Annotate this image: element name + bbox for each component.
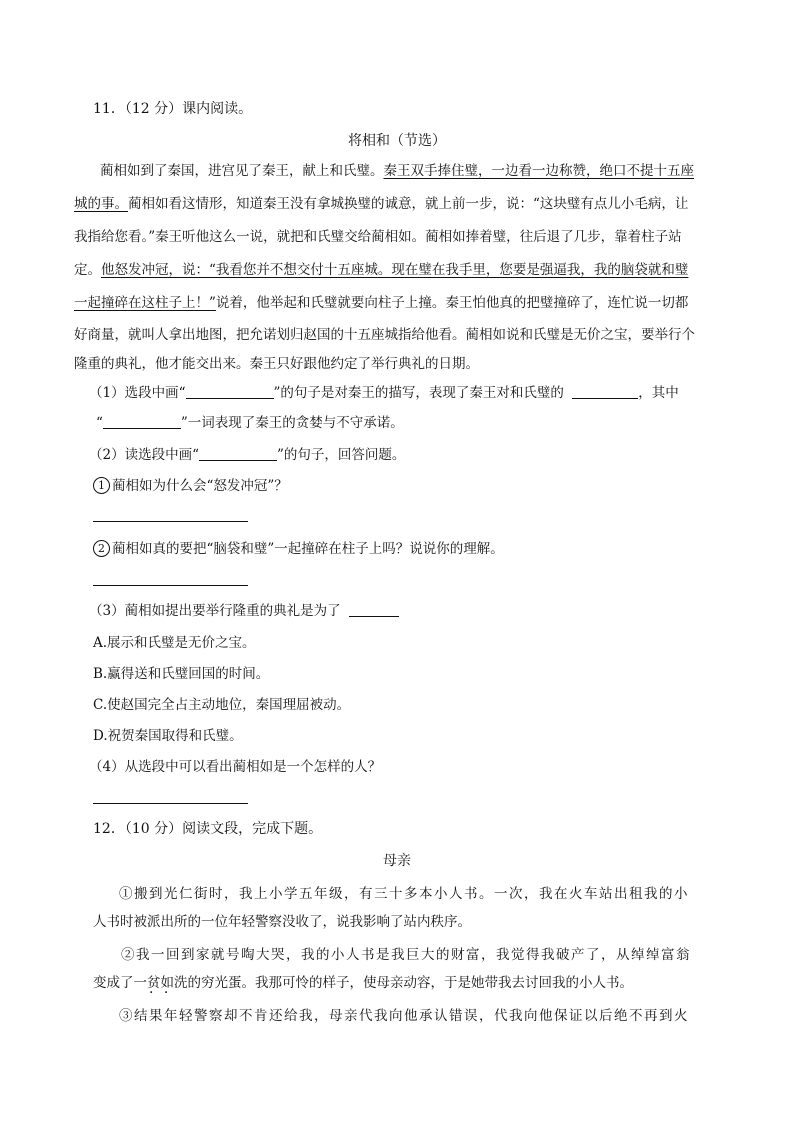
sub4-stem: （4）从选段中可以看出蔺相如是一个怎样的人？: [89, 759, 382, 775]
question-text: 蔺相如真的要把“脑袋和璧”一起撞碎在柱子上吗？说说你的理解。: [112, 541, 504, 557]
q12-para3-line1: ③结果年轻警察却不肯还给我，母亲代我向他承认错误，代我向他保证以后绝不再到火: [119, 1008, 689, 1024]
sub2-text: ”的句子，回答问题。: [277, 447, 406, 463]
sub1-line-1: [89, 383, 720, 403]
question-text: 蔺相如为什么会“怒发冲冠”？: [112, 478, 288, 494]
option-c: C.使赵国完全占主动地位，秦国理屈被动。: [93, 697, 351, 713]
passage-text: 蔺相如到了秦国，进宫见了秦王，献上和氏璧。: [100, 163, 384, 179]
emphasis-dotted-text: 贫如 · ·: [147, 973, 174, 993]
sub1-line-2: [96, 413, 404, 433]
answer-blank[interactable]: [572, 384, 638, 399]
sub3-text: （3）蔺相如提出要举行隆重的典礼是为了: [89, 603, 341, 619]
sub2-question-2: [93, 539, 504, 559]
circled-number: 1: [93, 477, 110, 494]
underline-sample: [186, 384, 274, 399]
passage-text: 说着，他举起和氏璧就要向柱子上撞。秦王怕他真的把璧撞碎了，连忙说一切都: [215, 295, 689, 311]
sub1-text: ”一词表现了秦王的贪婪与不守承诺。: [180, 415, 404, 431]
sub1-text: （1）选段中画“: [89, 385, 186, 401]
passage-line-5: [74, 293, 720, 313]
q11-header: 11．（12 分）课内阅读。: [93, 101, 253, 117]
passage-line-2: [74, 194, 720, 214]
sub2-question-1: [93, 476, 288, 496]
para-text: 洗的穷光蛋。我那可怜的样子，使母亲动容，于是她带我去讨回我的小人书。: [174, 975, 633, 991]
q12-para1-line1: ①搬到光仁街时，我上小学五年级，有三十多本小人书。一次，我在火车站出租我的小: [119, 886, 689, 902]
underline-sample: [199, 446, 277, 461]
passage-line-3: 我指给您看。”秦王听他这么一说，就把和氏璧交给蔺相如。蔺相如捧着璧，往后退了几步，靠着柱子站: [74, 229, 682, 245]
q12-para2-line2: [93, 973, 633, 993]
option-b: B.赢得送和氏璧回国的时间。: [93, 666, 270, 682]
underlined-sentence: 秦王双手捧住璧，一边看一边称赞，绝口不提十五座: [383, 163, 694, 179]
passage-line-7: 隆重的典礼，他才能交出来。秦王只好跟他约定了举行典礼的日期。: [74, 356, 479, 372]
q11-title: 将相和（节选）: [348, 133, 446, 149]
answer-line[interactable]: [93, 803, 248, 804]
answer-blank[interactable]: [349, 602, 399, 617]
sub1-text: ”的句子是对秦王的描写，表现了秦王对和氏璧的: [273, 385, 564, 401]
sub1-text: “: [96, 415, 103, 431]
sub2-stem: [89, 445, 405, 465]
option-a: A.展示和氏璧是无价之宝。: [93, 635, 256, 651]
q12-header: 12．（10 分）阅读文段，完成下题。: [93, 821, 323, 837]
sub3-stem: [89, 601, 399, 621]
para-text: 变成了一: [93, 975, 147, 991]
passage-line-1: [100, 161, 720, 181]
passage-text: 蔺相如看这情形，知道秦王没有拿城换璧的诚意，就上前一步，说：“这块璧有点儿小毛病，让: [128, 196, 689, 212]
answer-line[interactable]: [93, 585, 248, 586]
option-d: D.祝贺秦国取得和氏璧。: [93, 728, 243, 744]
underlined-sentence: 他怒发冲冠，说：“我看您并不想交付十五座城。现在璧在我手里，您要是强逼我，我的脑袋就和璧: [101, 262, 689, 278]
q12-para1-line2: 人书时被派出所的一位年轻警察没收了，说我影响了站内秩序。: [93, 914, 471, 930]
answer-blank[interactable]: [103, 414, 181, 429]
passage-line-4: [74, 260, 720, 280]
answer-line[interactable]: [93, 521, 248, 522]
sub1-text: ，其中: [638, 385, 679, 401]
q12-para2-line1: ②我一回到家就号啕大哭，我的小人书是我巨大的财富，我觉得我破产了，从绰绰富翁: [121, 947, 691, 963]
passage-text: 定。: [74, 262, 101, 278]
passage-line-6: 好商量，就叫人拿出地图，把允诺划归赵国的十五座城指给他看。蔺相如说和氏璧是无价之宝，要举行个: [74, 327, 695, 343]
underlined-sentence: 城的事。: [74, 196, 128, 212]
sub2-text: （2）读选段中画“: [89, 447, 199, 463]
circled-number: 2: [93, 540, 110, 557]
underlined-sentence: 一起撞碎在这柱子上！”: [74, 295, 216, 311]
q12-title: 母亲: [383, 853, 411, 869]
